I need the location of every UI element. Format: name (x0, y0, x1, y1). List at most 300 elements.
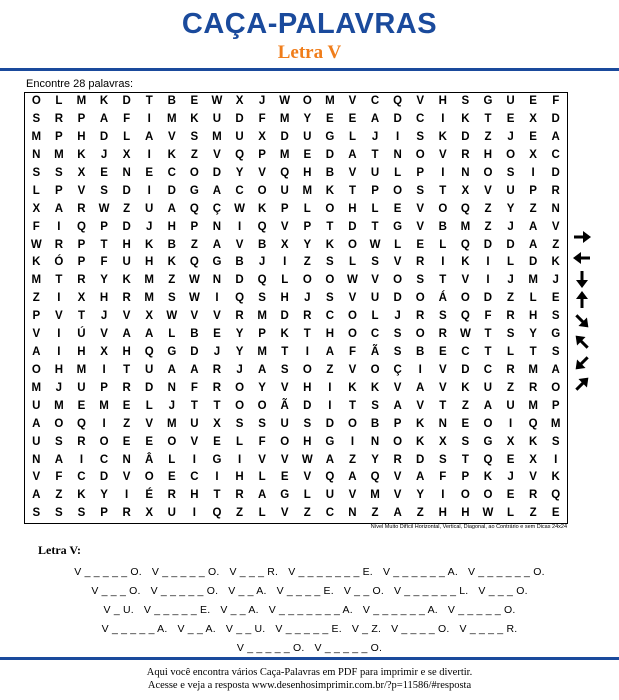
grid-cell[interactable]: M (144, 292, 154, 305)
grid-cell[interactable]: R (167, 489, 176, 502)
grid-cell[interactable]: Z (55, 489, 63, 502)
grid-cell[interactable]: V (258, 453, 266, 466)
grid-cell[interactable]: D (325, 417, 335, 430)
grid-cell[interactable]: G (483, 95, 493, 108)
grid-cell[interactable]: R (54, 238, 64, 251)
grid-cell[interactable]: K (370, 381, 380, 394)
grid-cell[interactable]: I (192, 453, 196, 466)
grid-cell[interactable]: P (371, 184, 379, 197)
grid-cell[interactable]: V (416, 399, 425, 412)
grid-cell[interactable]: T (439, 274, 447, 287)
grid-cell[interactable]: U (370, 166, 380, 179)
grid-cell[interactable]: P (529, 184, 537, 197)
grid-cell[interactable]: J (213, 346, 221, 359)
grid-cell[interactable]: J (507, 471, 514, 484)
grid-cell[interactable]: Á (438, 292, 447, 305)
grid-cell[interactable]: U (212, 113, 222, 126)
grid-cell[interactable]: L (258, 471, 266, 484)
grid-cell[interactable]: A (528, 238, 538, 251)
grid-cell[interactable]: D (167, 184, 176, 197)
grid-cell[interactable]: Q (483, 453, 493, 466)
grid-cell[interactable]: V (529, 471, 537, 484)
grid-cell[interactable]: L (123, 131, 131, 144)
grid-cell[interactable]: V (122, 310, 131, 323)
grid-cell[interactable]: S (461, 435, 470, 448)
grid-cell[interactable]: H (122, 346, 131, 359)
grid-cell[interactable]: D (348, 220, 357, 233)
grid-cell[interactable]: V (258, 166, 266, 179)
grid-cell[interactable]: Y (529, 328, 537, 341)
grid-cell[interactable]: H (438, 507, 447, 520)
grid-cell[interactable]: B (438, 220, 447, 233)
grid-cell[interactable]: Q (393, 95, 403, 108)
grid-cell[interactable]: P (100, 220, 108, 233)
grid-cell[interactable]: U (122, 256, 131, 269)
grid-cell[interactable]: Y (235, 166, 244, 179)
grid-cell[interactable]: R (416, 256, 425, 269)
grid-cell[interactable]: V (484, 184, 492, 197)
grid-cell[interactable]: L (507, 346, 515, 359)
grid-cell[interactable]: Y (235, 346, 244, 359)
grid-cell[interactable]: K (167, 148, 176, 161)
grid-cell[interactable]: S (506, 166, 515, 179)
grid-cell[interactable]: I (441, 166, 445, 179)
grid-cell[interactable]: I (237, 453, 242, 466)
grid-cell[interactable]: T (461, 453, 469, 466)
grid-cell[interactable]: X (438, 435, 447, 448)
grid-cell[interactable]: E (145, 166, 154, 179)
grid-cell[interactable]: I (79, 453, 84, 466)
grid-cell[interactable]: V (393, 256, 402, 269)
grid-cell[interactable]: D (528, 256, 538, 269)
grid-cell[interactable]: G (280, 489, 290, 502)
grid-cell[interactable]: K (99, 95, 109, 108)
grid-cell[interactable]: V (303, 471, 312, 484)
grid-cell[interactable]: C (325, 507, 335, 520)
grid-cell[interactable]: R (77, 202, 86, 215)
grid-cell[interactable]: K (167, 256, 176, 269)
grid-cell[interactable]: A (348, 148, 357, 161)
grid-cell[interactable]: O (393, 274, 403, 287)
grid-cell[interactable]: O (257, 184, 267, 197)
grid-cell[interactable]: Z (326, 363, 334, 376)
grid-cell[interactable]: M (76, 95, 87, 108)
grid-cell[interactable]: U (167, 507, 176, 520)
grid-cell[interactable]: E (416, 238, 425, 251)
grid-cell[interactable]: Y (303, 238, 312, 251)
grid-cell[interactable]: Q (528, 417, 538, 430)
grid-cell[interactable]: Q (551, 489, 561, 502)
grid-cell[interactable]: U (325, 489, 335, 502)
grid-cell[interactable]: K (257, 202, 267, 215)
grid-cell[interactable]: V (416, 220, 425, 233)
grid-cell[interactable]: H (280, 292, 289, 305)
grid-cell[interactable]: L (394, 238, 402, 251)
grid-cell[interactable]: C (370, 328, 380, 341)
grid-cell[interactable]: L (371, 202, 379, 215)
grid-cell[interactable]: V (190, 310, 199, 323)
grid-cell[interactable]: R (528, 489, 538, 502)
grid-cell[interactable]: O (99, 435, 109, 448)
grid-cell[interactable]: Z (32, 292, 40, 305)
grid-cell[interactable]: F (32, 220, 40, 233)
grid-cell[interactable]: M (212, 131, 222, 144)
grid-cell[interactable]: A (145, 328, 154, 341)
grid-cell[interactable]: K (438, 131, 447, 144)
grid-cell[interactable]: D (393, 292, 402, 305)
grid-cell[interactable]: U (77, 381, 86, 394)
grid-cell[interactable]: S (32, 113, 41, 126)
grid-cell[interactable]: L (32, 184, 40, 197)
grid-cell[interactable]: M (257, 346, 267, 359)
grid-cell[interactable]: Q (144, 346, 154, 359)
grid-cell[interactable]: A (370, 113, 380, 126)
grid-cell[interactable]: L (348, 131, 356, 144)
grid-cell[interactable]: I (102, 417, 106, 430)
grid-cell[interactable]: X (280, 238, 289, 251)
grid-cell[interactable]: V (100, 328, 108, 341)
grid-cell[interactable]: L (507, 507, 515, 520)
grid-cell[interactable]: H (303, 381, 312, 394)
grid-cell[interactable]: V (77, 184, 86, 197)
grid-cell[interactable]: I (57, 346, 61, 359)
grid-cell[interactable]: V (416, 95, 425, 108)
grid-cell[interactable]: M (99, 399, 109, 412)
grid-cell[interactable]: K (528, 435, 538, 448)
grid-cell[interactable]: S (416, 184, 425, 197)
grid-cell[interactable]: G (551, 328, 561, 341)
grid-cell[interactable]: D (212, 166, 222, 179)
grid-cell[interactable]: T (484, 346, 492, 359)
grid-cell[interactable]: S (55, 507, 63, 520)
grid-cell[interactable]: V (213, 148, 221, 161)
grid-cell[interactable]: J (371, 131, 379, 144)
grid-cell[interactable]: Ç (212, 202, 222, 215)
grid-cell[interactable]: C (325, 310, 335, 323)
grid-cell[interactable]: E (551, 507, 560, 520)
grid-cell[interactable]: S (416, 131, 425, 144)
grid-cell[interactable]: W (369, 238, 381, 251)
grid-cell[interactable]: H (348, 202, 357, 215)
grid-cell[interactable]: S (77, 507, 86, 520)
grid-cell[interactable]: W (301, 453, 313, 466)
grid-cell[interactable]: H (54, 363, 64, 376)
grid-cell[interactable]: O (438, 202, 448, 215)
grid-cell[interactable]: A (257, 489, 267, 502)
grid-cell[interactable]: S (326, 256, 334, 269)
grid-cell[interactable]: A (54, 453, 64, 466)
grid-cell[interactable]: S (55, 435, 63, 448)
grid-cell[interactable]: W (459, 328, 471, 341)
grid-cell[interactable]: V (348, 292, 357, 305)
grid-cell[interactable]: Ã (280, 399, 289, 412)
grid-cell[interactable]: N (122, 166, 131, 179)
grid-cell[interactable]: K (325, 184, 335, 197)
grid-cell[interactable]: C (551, 148, 560, 161)
grid-cell[interactable]: V (393, 381, 402, 394)
grid-cell[interactable]: T (303, 328, 311, 341)
grid-cell[interactable]: B (167, 95, 176, 108)
grid-cell[interactable]: D (99, 131, 109, 144)
grid-cell[interactable]: P (77, 238, 86, 251)
grid-cell[interactable]: F (258, 435, 266, 448)
grid-cell[interactable]: Y (303, 113, 312, 126)
grid-cell[interactable]: M (31, 274, 42, 287)
grid-cell[interactable]: C (190, 471, 199, 484)
grid-cell[interactable]: I (215, 471, 219, 484)
grid-cell[interactable]: K (551, 471, 560, 484)
grid-cell[interactable]: S (326, 292, 334, 305)
grid-cell[interactable]: F (348, 346, 356, 359)
grid-cell[interactable]: I (554, 453, 558, 466)
grid-cell[interactable]: X (100, 346, 108, 359)
grid-cell[interactable]: E (167, 471, 176, 484)
grid-cell[interactable]: D (461, 131, 470, 144)
grid-cell[interactable]: J (258, 95, 266, 108)
grid-cell[interactable]: R (212, 363, 222, 376)
grid-cell[interactable]: D (235, 113, 244, 126)
grid-cell[interactable]: J (258, 256, 266, 269)
grid-cell[interactable]: C (370, 95, 380, 108)
grid-cell[interactable]: B (190, 328, 199, 341)
grid-cell[interactable]: M (550, 417, 561, 430)
grid-cell[interactable]: D (325, 148, 335, 161)
grid-cell[interactable]: O (506, 148, 516, 161)
grid-cell[interactable]: Z (484, 131, 492, 144)
grid-cell[interactable]: A (212, 238, 222, 251)
grid-cell[interactable]: I (283, 256, 287, 269)
grid-cell[interactable]: T (213, 399, 221, 412)
grid-cell[interactable]: D (483, 238, 493, 251)
grid-cell[interactable]: H (190, 489, 199, 502)
grid-cell[interactable]: U (280, 184, 289, 197)
grid-cell[interactable]: O (257, 399, 267, 412)
grid-cell[interactable]: Q (280, 166, 290, 179)
grid-cell[interactable]: W (347, 274, 358, 287)
grid-cell[interactable]: R (506, 363, 515, 376)
grid-cell[interactable]: Ú (77, 328, 86, 341)
grid-cell[interactable]: H (528, 310, 538, 323)
grid-cell[interactable]: Z (484, 220, 492, 233)
grid-cell[interactable]: J (236, 363, 243, 376)
grid-cell[interactable]: H (235, 471, 244, 484)
grid-cell[interactable]: V (32, 328, 41, 341)
grid-cell[interactable]: D (145, 381, 154, 394)
grid-cell[interactable]: I (57, 328, 61, 341)
grid-cell[interactable]: P (303, 220, 312, 233)
grid-cell[interactable]: H (325, 328, 335, 341)
grid-cell[interactable]: S (303, 417, 312, 430)
grid-cell[interactable]: V (438, 381, 447, 394)
grid-cell[interactable]: O (347, 417, 357, 430)
grid-cell[interactable]: S (371, 256, 379, 269)
grid-cell[interactable]: S (551, 346, 560, 359)
grid-cell[interactable]: R (77, 274, 86, 287)
grid-cell[interactable]: D (190, 346, 199, 359)
grid-cell[interactable]: I (147, 113, 151, 126)
grid-cell[interactable]: X (258, 131, 266, 144)
grid-cell[interactable]: T (145, 95, 153, 108)
grid-cell[interactable]: Z (507, 381, 515, 394)
grid-cell[interactable]: U (32, 435, 41, 448)
grid-cell[interactable]: J (507, 220, 514, 233)
grid-cell[interactable]: Q (460, 238, 470, 251)
grid-cell[interactable]: O (393, 184, 403, 197)
grid-cell[interactable]: D (99, 471, 109, 484)
grid-cell[interactable]: Z (190, 148, 198, 161)
grid-cell[interactable]: E (303, 148, 312, 161)
grid-cell[interactable]: I (192, 507, 196, 520)
grid-cell[interactable]: M (54, 148, 64, 161)
grid-cell[interactable]: H (167, 220, 176, 233)
grid-cell[interactable]: S (32, 166, 41, 179)
grid-cell[interactable]: X (32, 202, 41, 215)
grid-cell[interactable]: U (190, 417, 199, 430)
grid-cell[interactable]: Z (529, 507, 537, 520)
grid-cell[interactable]: D (551, 166, 560, 179)
grid-cell[interactable]: K (122, 274, 131, 287)
grid-cell[interactable]: N (122, 453, 131, 466)
grid-cell[interactable]: Y (100, 274, 108, 287)
grid-cell[interactable]: X (235, 95, 244, 108)
grid-cell[interactable]: Z (303, 507, 311, 520)
grid-cell[interactable]: Z (168, 274, 176, 287)
grid-cell[interactable]: P (55, 184, 63, 197)
grid-cell[interactable]: Q (235, 148, 245, 161)
grid-cell[interactable]: W (188, 274, 200, 287)
grid-cell[interactable]: H (99, 292, 109, 305)
grid-cell[interactable]: K (145, 238, 154, 251)
grid-cell[interactable]: P (77, 256, 86, 269)
grid-cell[interactable]: E (529, 131, 537, 144)
grid-cell[interactable]: V (280, 381, 289, 394)
grid-cell[interactable]: U (370, 292, 380, 305)
grid-cell[interactable]: Z (371, 507, 379, 520)
grid-cell[interactable]: Ç (393, 363, 402, 376)
grid-cell[interactable]: M (302, 184, 313, 197)
grid-cell[interactable]: K (483, 471, 493, 484)
grid-cell[interactable]: M (31, 381, 42, 394)
grid-cell[interactable]: Z (484, 202, 492, 215)
grid-cell[interactable]: O (302, 363, 312, 376)
grid-cell[interactable]: W (482, 507, 494, 520)
grid-cell[interactable]: O (347, 238, 357, 251)
grid-cell[interactable]: O (325, 274, 335, 287)
grid-cell[interactable]: E (551, 292, 560, 305)
grid-cell[interactable]: P (190, 220, 199, 233)
grid-cell[interactable]: T (371, 148, 379, 161)
grid-cell[interactable]: J (100, 148, 108, 161)
grid-cell[interactable]: C (483, 363, 493, 376)
grid-cell[interactable]: M (528, 399, 538, 412)
grid-cell[interactable]: E (213, 435, 221, 448)
grid-cell[interactable]: A (212, 184, 222, 197)
grid-cell[interactable]: O (302, 274, 312, 287)
grid-cell[interactable]: A (32, 417, 41, 430)
grid-cell[interactable]: R (235, 310, 244, 323)
grid-cell[interactable]: D (235, 274, 244, 287)
grid-cell[interactable]: K (280, 328, 289, 341)
grid-cell[interactable]: O (235, 399, 245, 412)
grid-cell[interactable]: W (30, 238, 42, 251)
grid-cell[interactable]: S (167, 292, 176, 305)
grid-cell[interactable]: F (552, 95, 560, 108)
grid-cell[interactable]: K (461, 381, 470, 394)
grid-cell[interactable]: X (529, 148, 537, 161)
grid-cell[interactable]: X (506, 435, 515, 448)
grid-cell[interactable]: U (483, 381, 493, 394)
grid-cell[interactable]: Z (236, 507, 244, 520)
grid-cell[interactable]: R (528, 381, 538, 394)
grid-cell[interactable]: E (529, 95, 537, 108)
grid-cell[interactable]: S (461, 95, 470, 108)
grid-cell[interactable]: S (393, 328, 402, 341)
grid-cell[interactable]: N (32, 148, 41, 161)
grid-cell[interactable]: I (441, 256, 445, 269)
grid-cell[interactable]: R (235, 489, 244, 502)
grid-cell[interactable]: O (483, 489, 493, 502)
grid-cell[interactable]: V (145, 417, 154, 430)
grid-cell[interactable]: B (370, 417, 380, 430)
grid-cell[interactable]: P (32, 310, 41, 323)
grid-cell[interactable]: J (552, 274, 559, 287)
grid-cell[interactable]: A (122, 328, 131, 341)
grid-cell[interactable]: I (441, 113, 445, 126)
grid-cell[interactable]: D (122, 184, 131, 197)
grid-cell[interactable]: V (280, 220, 289, 233)
grid-cell[interactable]: D (506, 238, 515, 251)
grid-cell[interactable]: U (145, 202, 154, 215)
grid-cell[interactable]: G (212, 256, 222, 269)
grid-cell[interactable]: P (280, 202, 289, 215)
grid-cell[interactable]: Y (416, 489, 425, 502)
grid-cell[interactable]: R (303, 310, 312, 323)
grid-cell[interactable]: A (416, 471, 425, 484)
grid-cell[interactable]: G (167, 346, 177, 359)
grid-cell[interactable]: C (77, 471, 86, 484)
grid-cell[interactable]: O (347, 310, 357, 323)
grid-cell[interactable]: Ã (370, 346, 380, 359)
grid-cell[interactable]: L (258, 507, 266, 520)
grid-cell[interactable]: D (416, 453, 425, 466)
grid-cell[interactable]: A (325, 453, 335, 466)
grid-cell[interactable]: A (145, 131, 154, 144)
grid-cell[interactable]: U (303, 131, 312, 144)
grid-cell[interactable]: L (394, 166, 402, 179)
grid-cell[interactable]: Q (460, 310, 470, 323)
grid-cell[interactable]: X (145, 507, 154, 520)
grid-cell[interactable]: P (461, 471, 470, 484)
grid-cell[interactable]: X (529, 453, 537, 466)
grid-cell[interactable]: Z (416, 507, 424, 520)
grid-cell[interactable]: I (486, 274, 490, 287)
grid-cell[interactable]: A (416, 381, 425, 394)
grid-cell[interactable]: P (77, 113, 86, 126)
grid-cell[interactable]: M (257, 310, 267, 323)
grid-cell[interactable]: I (486, 256, 490, 269)
grid-cell[interactable]: T (348, 184, 356, 197)
grid-cell[interactable]: O (54, 417, 64, 430)
grid-cell[interactable]: Q (76, 220, 86, 233)
grid-cell[interactable]: T (100, 238, 108, 251)
grid-cell[interactable]: N (551, 202, 560, 215)
grid-cell[interactable]: A (483, 399, 493, 412)
grid-cell[interactable]: U (506, 184, 515, 197)
grid-cell[interactable]: A (393, 399, 402, 412)
grid-cell[interactable]: K (416, 435, 425, 448)
grid-cell[interactable]: S (258, 417, 266, 430)
grid-cell[interactable]: T (484, 113, 492, 126)
